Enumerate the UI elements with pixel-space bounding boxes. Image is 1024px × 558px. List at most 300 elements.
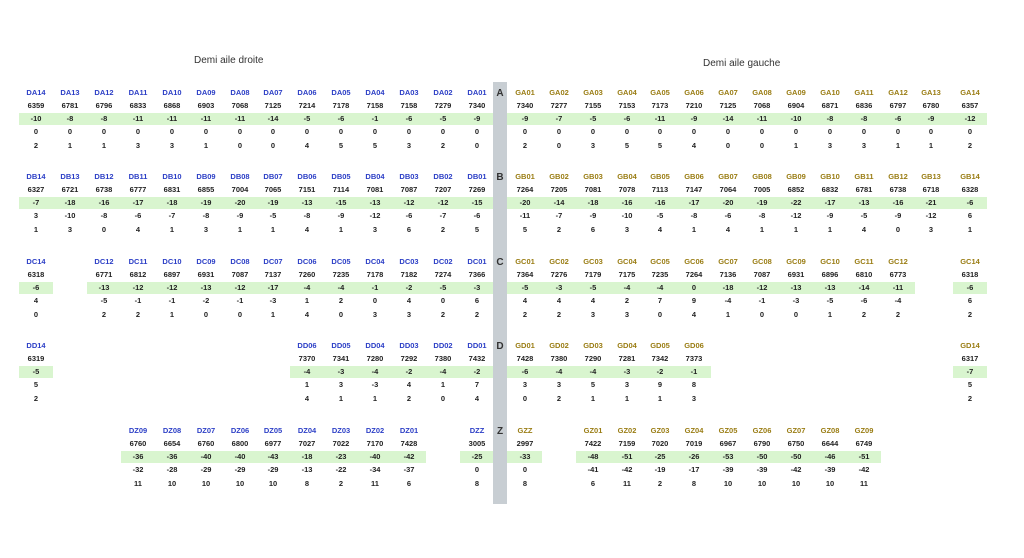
sensor-gc11-value-2: -14 <box>858 283 870 292</box>
sensor-code-gc12: GC12 <box>888 257 908 266</box>
sensor-gc06-value-4: 4 <box>691 310 697 319</box>
sensor-dd14-value-4: 2 <box>33 394 39 403</box>
sensor-db01-value-4: 5 <box>474 225 480 234</box>
sensor-code-gz09: GZ09 <box>854 426 874 435</box>
sensor-ga02-value-1: 7277 <box>550 101 568 110</box>
sensor-db10-value-4: 1 <box>169 225 175 234</box>
sensor-dc01-value-1: 7366 <box>468 270 486 279</box>
sensor-ga04-value-3: 0 <box>624 127 630 136</box>
sensor-code-dc07: DC07 <box>263 257 283 266</box>
sensor-dz04-value-3: -13 <box>301 465 313 474</box>
sensor-code-dz03: DZ03 <box>331 426 351 435</box>
sensor-ga12-value-2: -6 <box>894 114 902 123</box>
sensor-gb07-value-3: -6 <box>724 211 732 220</box>
sensor-code-gb09: GB09 <box>786 172 806 181</box>
sensor-db03-value-3: -6 <box>405 211 413 220</box>
sensor-ga07-value-2: -14 <box>722 114 734 123</box>
sensor-code-dc10: DC10 <box>162 257 182 266</box>
sensor-dc08-value-4: 0 <box>237 310 243 319</box>
sensor-da14-value-3: 0 <box>33 127 39 136</box>
sensor-code-db10: DB10 <box>162 172 182 181</box>
sensor-code-da12: DA12 <box>94 88 114 97</box>
sensor-dd05-value-1: 7341 <box>332 354 350 363</box>
sensor-code-gc06: GC06 <box>684 257 704 266</box>
sensor-dd14-value-2: -5 <box>32 367 40 376</box>
sensor-gc10-value-4: 1 <box>827 310 833 319</box>
sensor-dz03-value-4: 2 <box>338 479 344 488</box>
sensor-code-gd05: GD05 <box>650 341 670 350</box>
sensor-code-dc05: DC05 <box>331 257 351 266</box>
sensor-db09-value-4: 3 <box>203 225 209 234</box>
sensor-code-gd14: GD14 <box>960 341 980 350</box>
sensor-db08-value-4: 1 <box>237 225 243 234</box>
sensor-code-gb01: GB01 <box>515 172 535 181</box>
sensor-db08-value-2: -20 <box>234 198 246 207</box>
sensor-code-gb14: GB14 <box>960 172 980 181</box>
sensor-gd03-value-1: 7290 <box>584 354 602 363</box>
sensor-code-gb05: GB05 <box>650 172 670 181</box>
sensor-gz03-value-3: -19 <box>654 465 666 474</box>
sensor-db08-value-1: 7004 <box>231 185 249 194</box>
sensor-gc06-value-3: 9 <box>691 296 697 305</box>
sensor-dc01-value-2: -3 <box>473 283 481 292</box>
sensor-ga01-value-4: 2 <box>522 141 528 150</box>
sensor-code-dd01: DD01 <box>467 341 487 350</box>
sensor-gd06-value-3: 8 <box>691 380 697 389</box>
sensor-dc03-value-1: 7182 <box>400 270 418 279</box>
sensor-gb04-value-1: 7078 <box>618 185 636 194</box>
sensor-db12-value-3: -8 <box>100 211 108 220</box>
sensor-code-dz02: DZ02 <box>365 426 385 435</box>
sensor-dc08-value-3: -1 <box>236 296 244 305</box>
sensor-da02-value-2: -5 <box>439 114 447 123</box>
sensor-gc12-value-2: -11 <box>892 283 904 292</box>
sensor-code-ga14: GA14 <box>960 88 980 97</box>
sensor-gd04-value-3: 3 <box>624 380 630 389</box>
sensor-gc03-value-3: 4 <box>590 296 596 305</box>
sensor-dc10-value-2: -12 <box>166 283 178 292</box>
sensor-code-db14: DB14 <box>26 172 46 181</box>
sensor-gb11-value-3: -5 <box>860 211 868 220</box>
sensor-db11-value-4: 4 <box>135 225 141 234</box>
sensor-gc07-value-2: -18 <box>722 283 734 292</box>
sensor-dz09-value-2: -36 <box>132 452 144 461</box>
sensor-db06-value-3: -8 <box>303 211 311 220</box>
sensor-code-gc10: GC10 <box>820 257 840 266</box>
sensor-dc02-value-4: 2 <box>440 310 446 319</box>
sensor-dc02-value-2: -5 <box>439 283 447 292</box>
sensor-code-dd06: DD06 <box>297 341 317 350</box>
sensor-gd01-value-1: 7428 <box>516 354 534 363</box>
sensor-gz01-value-1: 7422 <box>584 439 602 448</box>
sensor-gc04-value-4: 3 <box>624 310 630 319</box>
sensor-dd03-value-1: 7292 <box>400 354 418 363</box>
sensor-dc04-value-4: 3 <box>372 310 378 319</box>
sensor-gd06-value-2: -1 <box>690 367 698 376</box>
center-divider <box>493 82 507 504</box>
sensor-gzz-value-3: 0 <box>522 465 528 474</box>
sensor-da09-value-3: 0 <box>203 127 209 136</box>
sensor-gd06-value-4: 3 <box>691 394 697 403</box>
sensor-code-da09: DA09 <box>196 88 216 97</box>
sensor-db09-value-2: -19 <box>200 198 212 207</box>
sensor-da04-value-3: 0 <box>372 127 378 136</box>
sensor-da13-value-2: -8 <box>66 114 74 123</box>
sensor-code-gd02: GD02 <box>549 341 569 350</box>
sensor-gz04-value-2: -26 <box>688 452 700 461</box>
sensor-dd03-value-3: 4 <box>406 380 412 389</box>
sensor-ga08-value-2: -11 <box>756 114 768 123</box>
sensor-ga04-value-4: 5 <box>624 141 630 150</box>
sensor-dc06-value-1: 7260 <box>298 270 316 279</box>
sensor-gz05-value-4: 10 <box>723 479 733 488</box>
sensor-code-da11: DA11 <box>128 88 148 97</box>
sensor-gz08-value-3: -39 <box>824 465 836 474</box>
sensor-da03-value-1: 7158 <box>400 101 418 110</box>
sensor-gb09-value-4: 1 <box>793 225 799 234</box>
sensor-gc14-value-1: 6318 <box>961 270 979 279</box>
sensor-dc10-value-3: -1 <box>168 296 176 305</box>
sensor-dz04-value-2: -18 <box>301 452 313 461</box>
sensor-gb01-value-4: 5 <box>522 225 528 234</box>
sensor-dc09-value-1: 6931 <box>197 270 215 279</box>
sensor-dzz-value-1: 3005 <box>468 439 486 448</box>
sensor-gc07-value-4: 1 <box>725 310 731 319</box>
sensor-ga12-value-3: 0 <box>895 127 901 136</box>
sensor-code-da08: DA08 <box>230 88 250 97</box>
sensor-ga08-value-4: 0 <box>759 141 765 150</box>
sensor-gb11-value-1: 6781 <box>855 185 873 194</box>
sensor-dd04-value-3: -3 <box>371 380 379 389</box>
sensor-gc11-value-4: 2 <box>861 310 867 319</box>
sensor-code-db09: DB09 <box>196 172 216 181</box>
sensor-dc06-value-4: 4 <box>304 310 310 319</box>
sensor-gc02-value-2: -3 <box>555 283 563 292</box>
right-wing-title: Demi aile droite <box>194 55 264 66</box>
sensor-code-dd04: DD04 <box>365 341 385 350</box>
sensor-dc14-value-2: -6 <box>32 283 40 292</box>
sensor-code-gc07: GC07 <box>718 257 738 266</box>
sensor-code-db07: DB07 <box>263 172 283 181</box>
sensor-gz02-value-4: 11 <box>623 479 631 488</box>
sensor-dc03-value-3: 4 <box>406 296 412 305</box>
sensor-gb04-value-3: -10 <box>621 211 633 220</box>
sensor-da01-value-2: -9 <box>473 114 481 123</box>
sensor-ga11-value-1: 6836 <box>855 101 873 110</box>
sensor-dc11-value-2: -12 <box>132 283 144 292</box>
sensor-code-da06: DA06 <box>297 88 317 97</box>
sensor-gb05-value-4: 4 <box>657 225 663 234</box>
sensor-gd02-value-1: 7380 <box>550 354 568 363</box>
sensor-gc09-value-2: -13 <box>790 283 802 292</box>
sensor-code-dc08: DC08 <box>230 257 250 266</box>
sensor-gc06-value-2: 0 <box>691 283 697 292</box>
sensor-code-gz01: GZ01 <box>583 426 603 435</box>
sensor-dc07-value-2: -17 <box>267 283 279 292</box>
sensor-code-db08: DB08 <box>230 172 250 181</box>
sensor-gb02-value-4: 2 <box>556 225 562 234</box>
sensor-code-ga08: GA08 <box>752 88 772 97</box>
sensor-dd02-value-4: 0 <box>440 394 446 403</box>
sensor-db06-value-4: 4 <box>304 225 310 234</box>
sensor-gb01-value-3: -11 <box>519 211 531 220</box>
sensor-ga09-value-3: 0 <box>793 127 799 136</box>
sensor-db02-value-4: 2 <box>440 225 446 234</box>
sensor-gb05-value-2: -16 <box>654 198 666 207</box>
sensor-gb03-value-1: 7081 <box>584 185 602 194</box>
sensor-dz07-value-4: 10 <box>201 479 211 488</box>
sensor-gc02-value-3: 4 <box>556 296 562 305</box>
sensor-gb12-value-1: 6738 <box>889 185 907 194</box>
sensor-dd14-value-1: 6319 <box>27 354 45 363</box>
sensor-gb14-value-2: -6 <box>966 198 974 207</box>
sensor-dc14-value-4: 0 <box>33 310 39 319</box>
sensor-gc09-value-4: 0 <box>793 310 799 319</box>
sensor-da10-value-2: -11 <box>166 114 178 123</box>
sensor-dc05-value-1: 7235 <box>332 270 350 279</box>
sensor-code-dd14: DD14 <box>26 341 46 350</box>
sensor-dd04-value-4: 1 <box>372 394 378 403</box>
sensor-dz06-value-4: 10 <box>235 479 245 488</box>
sensor-dc14-value-1: 6318 <box>27 270 45 279</box>
sensor-code-da13: DA13 <box>60 88 80 97</box>
sensor-dc03-value-4: 3 <box>406 310 412 319</box>
sensor-db10-value-1: 6831 <box>163 185 181 194</box>
sensor-gc07-value-3: -4 <box>724 296 732 305</box>
sensor-dc12-value-4: 2 <box>101 310 107 319</box>
sensor-gd02-value-2: -4 <box>555 367 563 376</box>
sensor-code-gc14: GC14 <box>960 257 980 266</box>
sensor-gc10-value-3: -5 <box>826 296 834 305</box>
sensor-dd05-value-4: 1 <box>338 394 344 403</box>
sensor-da11-value-4: 3 <box>135 141 141 150</box>
sensor-gb03-value-2: -18 <box>587 198 599 207</box>
sensor-gd14-value-2: -7 <box>966 367 974 376</box>
sensor-dz07-value-3: -29 <box>200 465 212 474</box>
sensor-gc08-value-1: 7087 <box>753 270 771 279</box>
sensor-db07-value-2: -19 <box>267 198 279 207</box>
sensor-gd02-value-3: 3 <box>556 380 562 389</box>
sensor-db07-value-4: 1 <box>270 225 276 234</box>
sensor-da08-value-2: -11 <box>234 114 246 123</box>
sensor-dc01-value-3: 6 <box>474 296 480 305</box>
sensor-dd05-value-3: 3 <box>338 380 344 389</box>
sensor-dc04-value-2: -1 <box>371 283 379 292</box>
sensor-dz01-value-4: 6 <box>406 479 412 488</box>
sensor-ga10-value-1: 6871 <box>821 101 839 110</box>
sensor-code-dz07: DZ07 <box>196 426 216 435</box>
sensor-dc11-value-4: 2 <box>135 310 141 319</box>
sensor-gz09-value-3: -42 <box>858 465 870 474</box>
sensor-gz07-value-2: -50 <box>790 452 802 461</box>
sensor-dz05-value-1: 6977 <box>264 439 282 448</box>
sensor-ga02-value-3: 0 <box>556 127 562 136</box>
sensor-gb07-value-2: -20 <box>722 198 734 207</box>
sensor-da07-value-4: 0 <box>270 141 276 150</box>
sensor-code-dc06: DC06 <box>297 257 317 266</box>
sensor-gb09-value-2: -22 <box>790 198 802 207</box>
sensor-code-dz05: DZ05 <box>263 426 283 435</box>
sensor-ga03-value-1: 7155 <box>584 101 602 110</box>
sensor-gz07-value-1: 6750 <box>787 439 805 448</box>
sensor-code-gc03: GC03 <box>583 257 603 266</box>
sensor-db06-value-1: 7151 <box>298 185 316 194</box>
sensor-db03-value-4: 6 <box>406 225 412 234</box>
sensor-da12-value-2: -8 <box>100 114 108 123</box>
sensor-ga11-value-3: 0 <box>861 127 867 136</box>
sensor-gc03-value-1: 7179 <box>584 270 602 279</box>
sensor-code-gb11: GB11 <box>854 172 874 181</box>
sensor-gzz-value-1: 2997 <box>516 439 534 448</box>
sensor-code-dc03: DC03 <box>399 257 419 266</box>
sensor-db12-value-1: 6738 <box>95 185 113 194</box>
sensor-gc01-value-3: 4 <box>522 296 528 305</box>
sensor-dd06-value-4: 4 <box>304 394 310 403</box>
sensor-da04-value-1: 7158 <box>366 101 384 110</box>
sensor-code-gb06: GB06 <box>684 172 704 181</box>
sensor-da09-value-2: -11 <box>200 114 212 123</box>
sensor-dc04-value-3: 0 <box>372 296 378 305</box>
sensor-gd02-value-4: 2 <box>556 394 562 403</box>
sensor-dc11-value-3: -1 <box>134 296 142 305</box>
sensor-ga13-value-1: 6780 <box>922 101 940 110</box>
sensor-gb06-value-1: 7147 <box>685 185 703 194</box>
sensor-dz09-value-4: 11 <box>134 479 142 488</box>
sensor-gb08-value-3: -8 <box>758 211 766 220</box>
sensor-da08-value-3: 0 <box>237 127 243 136</box>
sensor-gb10-value-2: -17 <box>824 198 836 207</box>
sensor-code-gz03: GZ03 <box>650 426 670 435</box>
sensor-gd04-value-2: -3 <box>623 367 631 376</box>
sensor-gd03-value-2: -4 <box>589 367 597 376</box>
sensor-ga09-value-2: -10 <box>790 114 802 123</box>
sensor-code-db06: DB06 <box>297 172 317 181</box>
sensor-gd06-value-1: 7373 <box>685 354 703 363</box>
sensor-code-gd06: GD06 <box>684 341 704 350</box>
sensor-dc04-value-1: 7178 <box>366 270 384 279</box>
sensor-ga14-value-2: -12 <box>964 114 976 123</box>
sensor-dz01-value-2: -42 <box>403 452 415 461</box>
sensor-da10-value-3: 0 <box>169 127 175 136</box>
sensor-da05-value-3: 0 <box>338 127 344 136</box>
sensor-gb03-value-4: 6 <box>590 225 596 234</box>
sensor-gb09-value-3: -12 <box>790 211 802 220</box>
sensor-gb13-value-4: 3 <box>928 225 934 234</box>
sensor-ga07-value-4: 0 <box>725 141 731 150</box>
sensor-gz01-value-4: 6 <box>590 479 596 488</box>
sensor-code-db05: DB05 <box>331 172 351 181</box>
sensor-db13-value-1: 6721 <box>61 185 79 194</box>
sensor-gd05-value-1: 7342 <box>651 354 669 363</box>
sensor-gzz-value-2: -33 <box>519 452 531 461</box>
sensor-gd14-value-4: 2 <box>967 394 973 403</box>
sensor-ga11-value-4: 3 <box>861 141 867 150</box>
sensor-da03-value-4: 3 <box>406 141 412 150</box>
sensor-ga09-value-4: 1 <box>793 141 799 150</box>
sensor-dz02-value-1: 7170 <box>366 439 384 448</box>
sensor-gb14-value-3: 6 <box>967 211 973 220</box>
sensor-gc14-value-4: 2 <box>967 310 973 319</box>
sensor-dc07-value-3: -3 <box>269 296 277 305</box>
sensor-dz08-value-2: -36 <box>166 452 178 461</box>
sensor-ga06-value-2: -9 <box>690 114 698 123</box>
sensor-db02-value-2: -12 <box>437 198 449 207</box>
sensor-ga10-value-2: -8 <box>826 114 834 123</box>
sensor-da11-value-2: -11 <box>132 114 144 123</box>
sensor-ga05-value-3: 0 <box>657 127 663 136</box>
sensor-code-gz06: GZ06 <box>752 426 772 435</box>
sensor-code-db12: DB12 <box>94 172 114 181</box>
sensor-gb02-value-1: 7205 <box>550 185 568 194</box>
sensor-dz05-value-4: 10 <box>268 479 278 488</box>
sensor-db13-value-2: -18 <box>64 198 76 207</box>
sensor-code-dz08: DZ08 <box>162 426 182 435</box>
sensor-gb01-value-2: -20 <box>519 198 531 207</box>
sensor-gz06-value-3: -39 <box>756 465 768 474</box>
sensor-da08-value-4: 0 <box>237 141 243 150</box>
sensor-db05-value-1: 7114 <box>332 185 350 194</box>
sensor-gb05-value-3: -5 <box>656 211 664 220</box>
sensor-code-gc05: GC05 <box>650 257 670 266</box>
sensor-ga02-value-4: 0 <box>556 141 562 150</box>
sensor-da05-value-1: 7178 <box>332 101 350 110</box>
sensor-code-gz04: GZ04 <box>684 426 704 435</box>
sensor-da06-value-3: 0 <box>304 127 310 136</box>
sensor-dc10-value-4: 1 <box>169 310 175 319</box>
sensor-dz02-value-2: -40 <box>369 452 381 461</box>
sensor-gz08-value-1: 6644 <box>821 439 839 448</box>
sensor-da06-value-2: -5 <box>303 114 311 123</box>
row-letter-z: Z <box>496 426 504 437</box>
sensor-code-ga02: GA02 <box>549 88 569 97</box>
sensor-da12-value-1: 6796 <box>95 101 113 110</box>
sensor-code-gb02: GB02 <box>549 172 569 181</box>
sensor-gc10-value-2: -13 <box>824 283 836 292</box>
sensor-gc08-value-2: -12 <box>756 283 768 292</box>
sensor-db04-value-1: 7081 <box>366 185 384 194</box>
sensor-code-gz07: GZ07 <box>786 426 806 435</box>
sensor-dc05-value-3: 2 <box>338 296 344 305</box>
sensor-dz08-value-3: -28 <box>166 465 178 474</box>
sensor-db07-value-3: -5 <box>269 211 277 220</box>
sensor-db05-value-3: -9 <box>337 211 345 220</box>
sensor-db12-value-4: 0 <box>101 225 107 234</box>
sensor-gc04-value-3: 2 <box>624 296 630 305</box>
sensor-dc09-value-4: 0 <box>203 310 209 319</box>
sensor-gz02-value-3: -42 <box>621 465 633 474</box>
sensor-gz05-value-1: 6967 <box>719 439 737 448</box>
sensor-code-da03: DA03 <box>399 88 419 97</box>
sensor-gz04-value-1: 7019 <box>685 439 703 448</box>
sensor-code-dc11: DC11 <box>128 257 148 266</box>
sensor-gc01-value-4: 2 <box>522 310 528 319</box>
sensor-da14-value-2: -10 <box>30 114 42 123</box>
sensor-db12-value-2: -16 <box>98 198 110 207</box>
sensor-db10-value-3: -7 <box>168 211 176 220</box>
sensor-code-da10: DA10 <box>162 88 182 97</box>
sensor-gb04-value-2: -16 <box>621 198 633 207</box>
sensor-db14-value-4: 1 <box>33 225 39 234</box>
sensor-dd04-value-2: -4 <box>371 367 379 376</box>
sensor-ga05-value-1: 7173 <box>651 101 669 110</box>
sensor-gb13-value-1: 6718 <box>922 185 940 194</box>
sensor-ga11-value-2: -8 <box>860 114 868 123</box>
sensor-code-gc11: GC11 <box>854 257 874 266</box>
sensor-gb08-value-4: 1 <box>759 225 765 234</box>
sensor-code-dzz: DZZ <box>469 426 485 435</box>
sensor-gb11-value-2: -13 <box>858 198 870 207</box>
sensor-dd01-value-2: -2 <box>473 367 481 376</box>
